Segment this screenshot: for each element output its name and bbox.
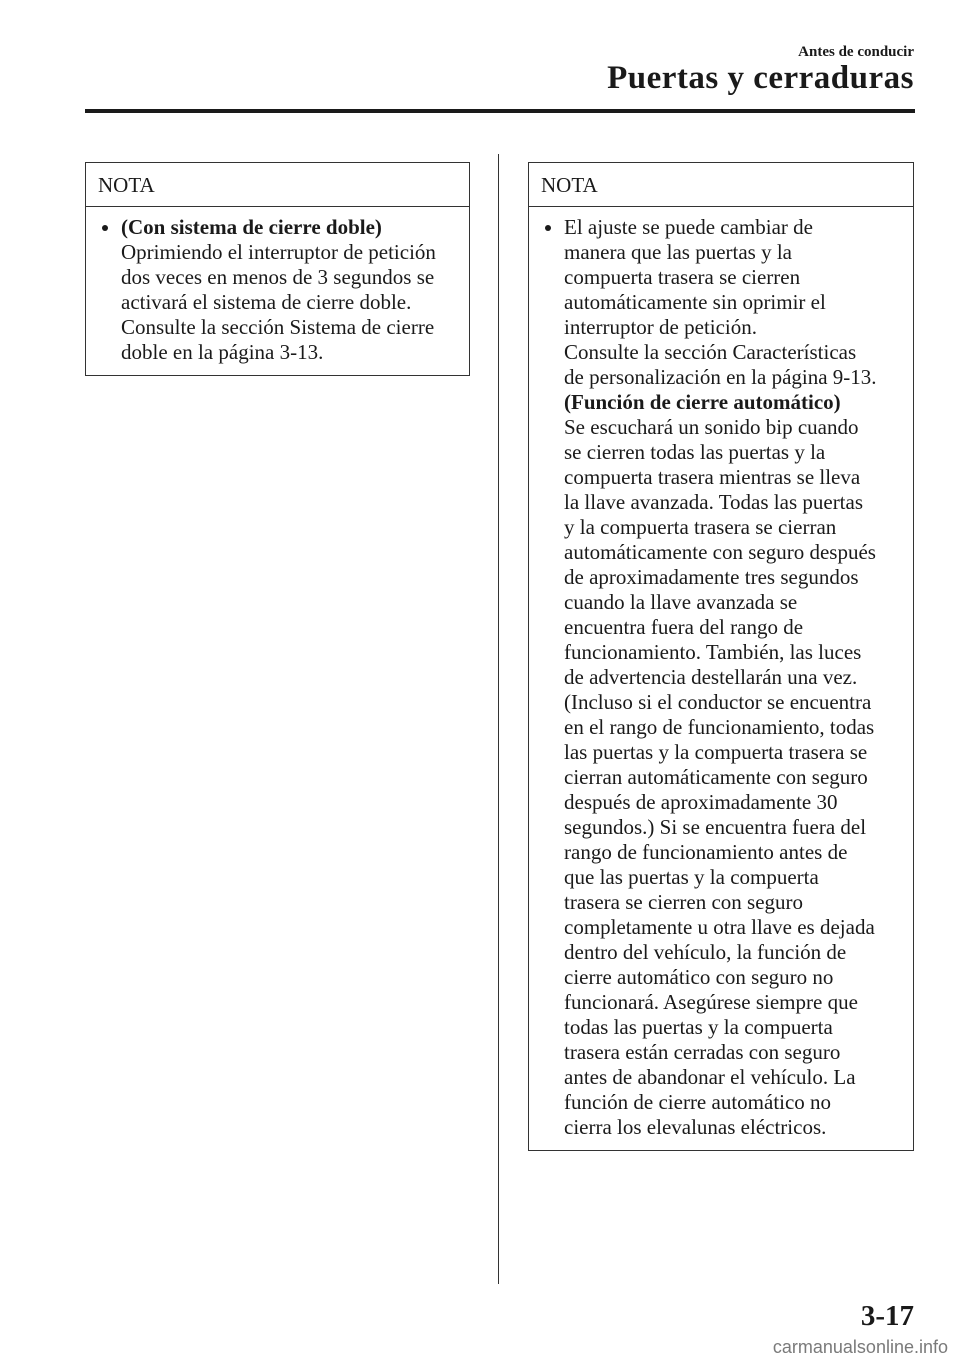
note-line: cuando la llave avanzada se (564, 590, 798, 614)
note-line: doble en la página 3-13. (121, 340, 324, 364)
section-title: Antes de conducir (798, 44, 914, 60)
note-line: Consulte la sección Características (564, 340, 857, 364)
note-line: Consulte la sección Sistema de cierre (121, 315, 435, 339)
note-line: antes de abandonar el vehículo. La (564, 1065, 856, 1089)
note-line: manera que las puertas y la (564, 240, 792, 264)
note-line: cierra los elevalunas eléctricos. (564, 1115, 827, 1139)
note-line: Se escuchará un sonido bip cuando (564, 415, 859, 439)
note-line: las puertas y la compuerta trasera se (564, 740, 868, 764)
note-line: se cierren todas las puertas y la (564, 440, 826, 464)
note-line: segundos.) Si se encuentra fuera del (564, 815, 867, 839)
note-box-right (528, 162, 914, 1151)
note-line: de personalización en la página 9-13. (564, 365, 877, 389)
note-line: interruptor de petición. (564, 315, 758, 339)
note-line: cierran automáticamente con seguro (564, 765, 868, 789)
note-line: función de cierre automático no (564, 1090, 832, 1114)
note-body (86, 207, 469, 375)
bullet-icon (102, 225, 108, 231)
note-line: (Función de cierre automático) (564, 390, 841, 414)
note-line: en el rango de funcionamiento, todas (564, 715, 875, 739)
note-line: El ajuste se puede cambiar de (564, 215, 813, 239)
note-line: después de aproximadamente 30 (564, 790, 838, 814)
note-line: automáticamente con seguro después (564, 540, 876, 564)
note-line: dentro del vehículo, la función de (564, 940, 847, 964)
note-line: funcionamiento. También, las luces (564, 640, 862, 664)
note-line: la llave avanzada. Todas las puertas (564, 490, 864, 514)
note-line: de advertencia destellarán una vez. (564, 665, 858, 689)
header-rule (85, 109, 915, 113)
column-divider (498, 154, 499, 1284)
note-line: cierre automático con seguro no (564, 965, 834, 989)
note-line: automáticamente sin oprimir el (564, 290, 826, 314)
note-line: trasera están cerradas con seguro (564, 1040, 841, 1064)
note-line: compuerta trasera se cierren (564, 265, 801, 289)
note-body (529, 207, 913, 1150)
note-line: (Incluso si el conductor se encuentra (564, 690, 872, 714)
note-line: funcionará. Asegúrese siempre que (564, 990, 858, 1014)
note-line: trasera se cierren con seguro (564, 890, 804, 914)
note-line: que las puertas y la compuerta (564, 865, 819, 889)
note-line: compuerta trasera mientras se lleva (564, 465, 861, 489)
note-heading: NOTA (529, 163, 913, 207)
note-line: todas las puertas y la compuerta (564, 1015, 833, 1039)
note-line: de aproximadamente tres segundos (564, 565, 859, 589)
page-number: 3-17 (860, 1300, 914, 1332)
note-line: completamente u otra llave es dejada (564, 915, 875, 939)
note-line: dos veces en menos de 3 segundos se (121, 265, 435, 289)
watermark: carmanualsonline.info (772, 1337, 948, 1357)
note-line: activará el sistema de cierre doble. (121, 290, 412, 314)
note-line: rango de funcionamiento antes de (564, 840, 848, 864)
note-line: encuentra fuera del rango de (564, 615, 804, 639)
bullet-icon (545, 225, 551, 231)
page-title: Puertas y cerraduras (607, 60, 914, 96)
note-line: Oprimiendo el interruptor de petición (121, 240, 436, 264)
note-heading: NOTA (86, 163, 469, 207)
note-line: (Con sistema de cierre doble) (121, 215, 382, 239)
note-box-left (85, 162, 470, 376)
note-line: y la compuerta trasera se cierran (564, 515, 837, 539)
